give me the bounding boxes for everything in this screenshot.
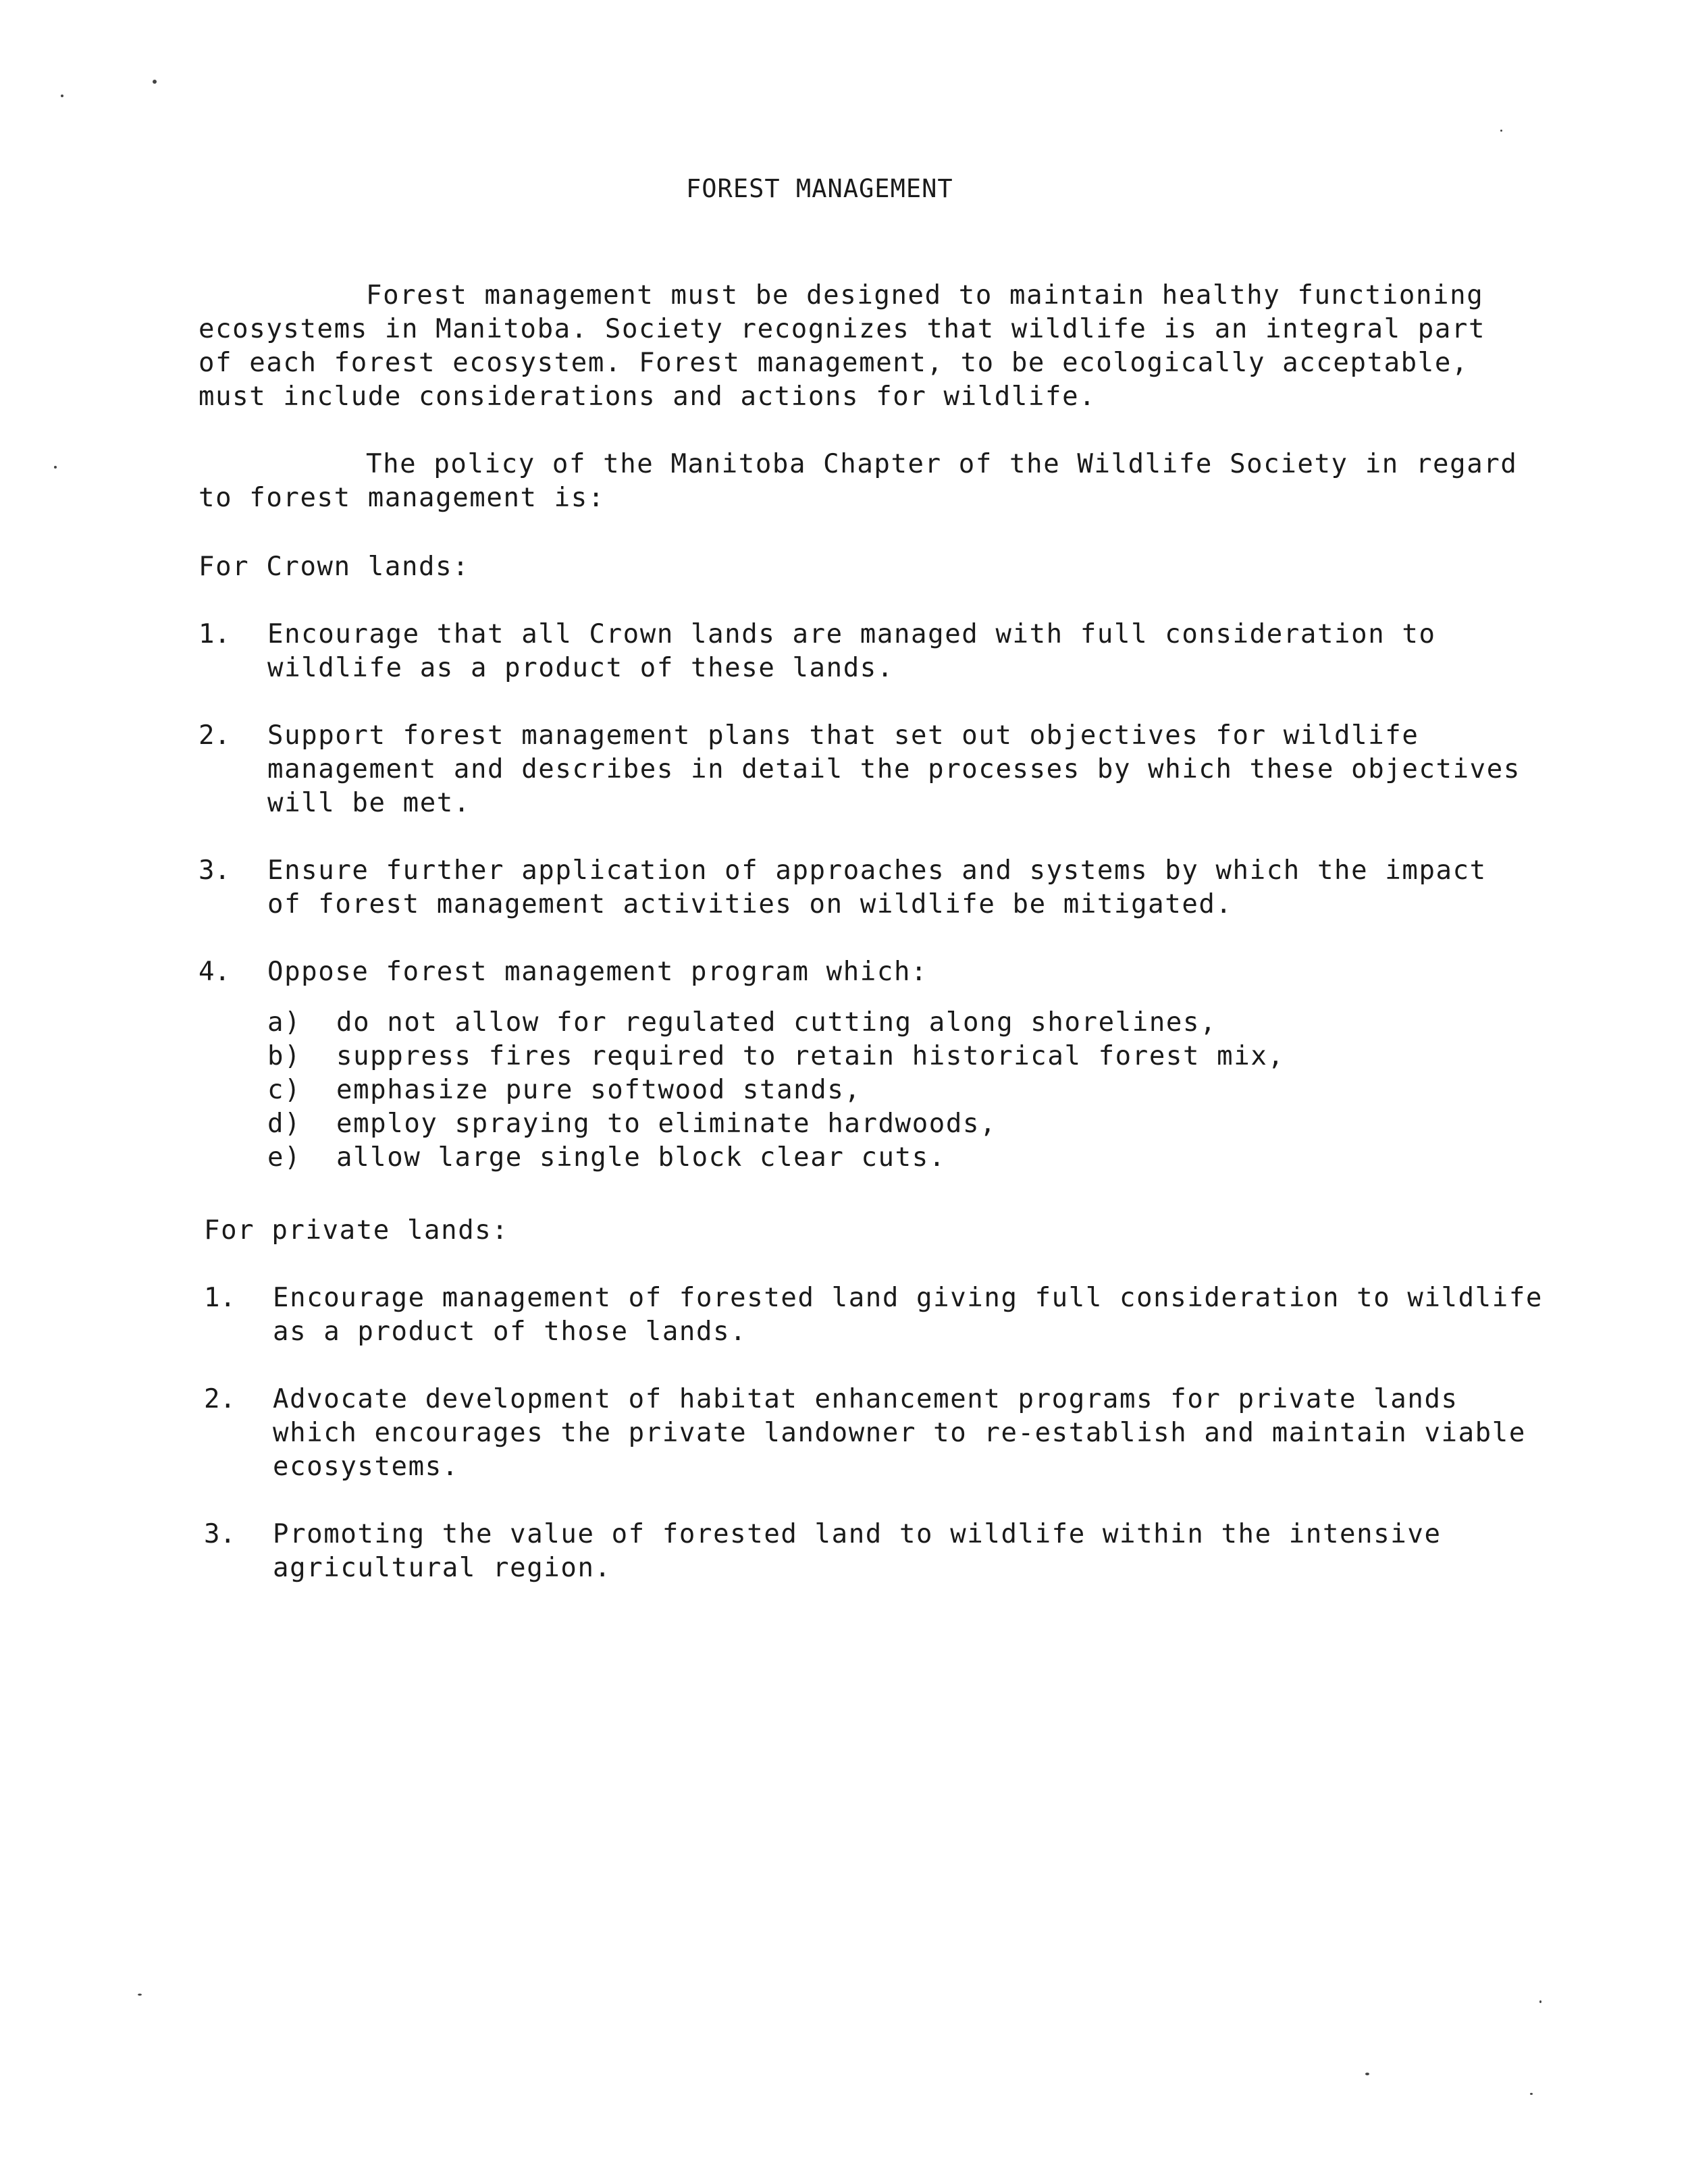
crown-item-number: 3. xyxy=(199,855,230,886)
policy-line: The policy of the Manitoba Chapter of the Wildlife Society in regard xyxy=(366,449,1518,479)
crown-item-4 xyxy=(267,955,928,989)
list-item-line: which encourages the private landowner to re-establish and maintain viable xyxy=(273,1418,1526,1448)
page-title: FOREST MANAGEMENT xyxy=(686,174,953,203)
list-item-line: Encourage that all Crown lands are managed with full consideration to xyxy=(267,619,1436,649)
private-item-1 xyxy=(273,1281,1543,1349)
crown-item-number: 4. xyxy=(199,957,230,987)
subitem-text: allow large single block clear cuts. xyxy=(336,1142,946,1173)
subitem-letter: b) xyxy=(267,1041,302,1071)
list-item-line: Ensure further application of approaches and systems by which the impact xyxy=(267,855,1487,886)
crown-item-1 xyxy=(267,618,1436,685)
scan-speck xyxy=(1365,2073,1369,2075)
intro-line: ecosystems in Manitoba. Society recognizes that wildlife is an integral part xyxy=(199,314,1486,344)
crown-subitem-letters xyxy=(267,1006,301,1175)
crown-item-number: 1. xyxy=(199,619,230,649)
policy-paragraph xyxy=(199,448,1517,515)
list-item-line: will be met. xyxy=(267,788,471,818)
list-item-line: Promoting the value of forested land to wildlife within the intensive xyxy=(273,1519,1442,1549)
scan-speck xyxy=(1530,2093,1533,2095)
subitem-text: emphasize pure softwood stands, xyxy=(336,1075,862,1105)
subitem-text: suppress fires required to retain historical forest mix, xyxy=(336,1041,1285,1071)
scan-speck xyxy=(61,95,63,97)
crown-lands-heading: For Crown lands: xyxy=(199,552,470,582)
list-item-line: agricultural region. xyxy=(273,1553,612,1583)
intro-paragraph xyxy=(199,279,1485,414)
subitem-text: do not allow for regulated cutting along shorelines, xyxy=(336,1007,1217,1038)
list-item-line: Oppose forest management program which: xyxy=(267,957,928,987)
scan-speck xyxy=(138,1994,142,1996)
subitem-letter: a) xyxy=(267,1007,302,1038)
list-item-line: of forest management activities on wildlife be mitigated. xyxy=(267,889,1233,920)
intro-line: of each forest ecosystem. Forest management, to be ecologically acceptable, xyxy=(199,348,1469,378)
private-item-number: 2. xyxy=(204,1384,236,1414)
private-lands-heading: For private lands: xyxy=(204,1215,509,1246)
scan-speck xyxy=(153,80,157,84)
private-item-number: 1. xyxy=(204,1283,236,1313)
list-item-line: ecosystems. xyxy=(273,1451,459,1482)
subitem-letter: d) xyxy=(267,1109,302,1139)
policy-line: to forest management is: xyxy=(199,483,605,513)
private-item-number: 3. xyxy=(204,1519,236,1549)
scan-speck xyxy=(54,466,57,469)
crown-item-2 xyxy=(267,719,1521,820)
scan-speck xyxy=(1539,2000,1541,2003)
private-item-2 xyxy=(273,1383,1526,1484)
list-item-line: wildlife as a product of these lands. xyxy=(267,653,894,683)
private-item-3 xyxy=(273,1518,1442,1585)
list-item-line: management and describes in detail the processes by which these objectives xyxy=(267,754,1521,784)
subitem-letter: e) xyxy=(267,1142,302,1173)
crown-item-number: 2. xyxy=(199,720,230,751)
crown-subitem-texts xyxy=(336,1006,1284,1175)
list-item-line: as a product of those lands. xyxy=(273,1316,747,1347)
intro-line: Forest management must be designed to maintain healthy functioning xyxy=(366,280,1484,311)
list-item-line: Encourage management of forested land giving full consideration to wildlife xyxy=(273,1283,1543,1313)
crown-item-3 xyxy=(267,854,1487,922)
subitem-text: employ spraying to eliminate hardwoods, xyxy=(336,1109,997,1139)
list-item-line: Advocate development of habitat enhancement programs for private lands xyxy=(273,1384,1458,1414)
list-item-line: Support forest management plans that set out objectives for wildlife xyxy=(267,720,1419,751)
scan-speck xyxy=(1500,130,1502,132)
intro-line: must include considerations and actions for wildlife. xyxy=(199,381,1097,412)
subitem-letter: c) xyxy=(267,1075,302,1105)
